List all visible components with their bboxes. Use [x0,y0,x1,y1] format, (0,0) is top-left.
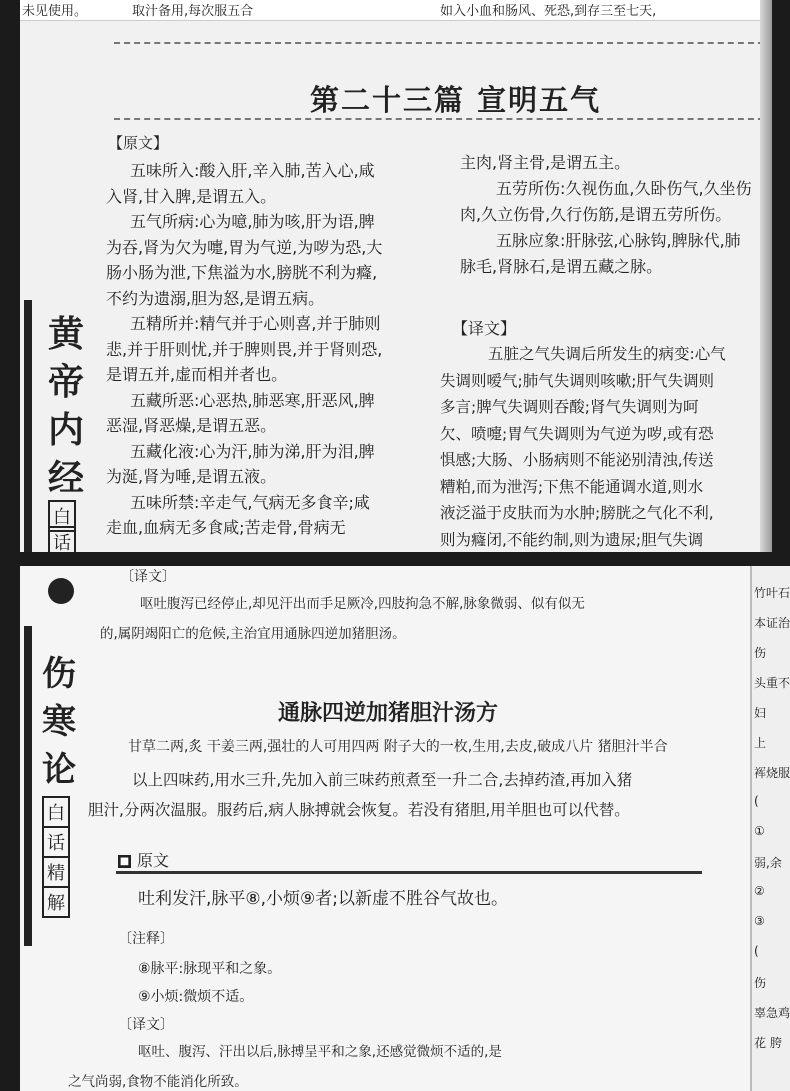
translation-label-top: 〔译文〕 [120,569,176,585]
text-line: 则为癃闭,不能约制,则为遗尿;胆气失调 [440,530,704,549]
margin-fragment: 上 [754,736,767,750]
text-line: 胆汁,分两次温服。服药后,病人脉搏就会恢复。若没有猪胆,用羊胆也可以代替。 [88,801,630,819]
note-8: ⑧脉平:脉现平和之象。 [138,961,282,977]
margin-fragment: 伤 [754,976,767,990]
side-subtitle-char-4: 解 [42,886,70,918]
text-line: 不约为遗溺,胆为怒,是谓五病。 [106,288,325,308]
margin-fragment: 裈烧服 [754,766,790,780]
side-subtitle-char-2: 话 [42,826,70,858]
text-line: 五味所入:酸入肝,辛入肺,苦入心,咸 [130,161,375,180]
side-title-char-3: 内 [48,410,85,451]
margin-fragment: 本证治 [754,616,790,630]
notes-label: 〔注释〕 [118,931,174,947]
text-line: 脉毛,肾脉石,是谓五藏之脉。 [460,257,663,276]
side-title-char-2: 帝 [48,362,85,403]
bottom-book-page [20,566,790,1091]
original-label: 原文 [137,851,170,870]
side-subtitle-char-1: 白 [42,796,70,828]
text-line: 为涎,肾为唾,是谓五液。 [106,467,277,486]
text-line: 失调则嗳气;肺气失调则咳嗽;肝气失调则 [440,371,714,390]
title-dashed-rule [114,118,764,120]
original-label: 【原文】 [108,134,169,152]
side-subtitle-char-3: 精 [42,856,70,888]
book-spine-shadow [760,0,772,552]
text-line: 的,属阴竭阳亡的危候,主治宜用通脉四逆加猪胆汤。 [100,626,406,642]
translation-label: 【译文】 [452,319,517,338]
formula-title: 通脉四逆加猪胆汁汤方 [278,701,499,726]
text-line: 惧感;大肠、小肠病则不能泌别清浊,传送 [440,451,714,469]
margin-fragment: 花 胯 [754,1036,782,1050]
header-dashed-rule [114,42,764,44]
side-title-char-1: 伤 [42,654,76,694]
text-line: 为吞,肾为欠为嚏,胃为气逆,为哕为恐,大 [106,237,383,257]
side-title-char-2: 寒 [42,702,76,742]
text-line: 五脉应象:肝脉弦,心脉钩,脾脉代,肺 [496,231,741,250]
book-side-title [20,566,96,966]
text-line: 以上四味药,用水三升,先加入前三味药煎煮至一升二合,去掉药渣,再加入猪 [132,771,633,789]
text-line: 五精所并:精气并于心则喜,并于肺则 [130,314,381,333]
margin-fragment: 伤 [754,646,767,660]
side-title-char-3: 论 [42,750,76,790]
text-line: 糟粕,而为泄泻;下焦不能通调水道,则水 [440,477,704,496]
text-line: 主肉,肾主骨,是谓五主。 [460,153,631,172]
margin-fragment: ( [754,794,759,808]
strip-right-text: 如入小血和肠风、死恐,到存三至七天, [440,4,657,19]
text-line: 五脏之气失调后所发生的病变:心气 [488,345,726,363]
text-line: 肉,久立伤骨,久行伤筋,是谓五劳所伤。 [460,205,732,224]
original-header [118,848,169,871]
previous-page-strip [20,0,772,21]
side-title-bar [24,300,32,552]
text-line: 是谓五并,虚而相并者也。 [106,365,288,384]
margin-fragment: 弱,余 [754,856,782,870]
text-line: 五藏化液:心为汗,肺为涕,肝为泪,脾 [130,441,375,461]
text-line: 悲,并于肝则忧,并于脾则畏,并于肾则恐, [106,339,383,359]
text-line: 恶湿,肾恶燥,是谓五恶。 [106,416,277,435]
strip-mid-text: 取汁备用,每次服五合 [132,4,254,19]
text-line: 五劳所伤:久视伤血,久卧伤气,久坐伤 [496,179,752,198]
margin-fragment: 妇 [754,706,767,720]
text-line: 液泛溢于皮肤而为水肿;膀胱之气化不利, [440,504,714,522]
formula-ingredients: 甘草二两,炙 干姜三两,强壮的人可用四两 附子大的一枚,生用,去皮,破成八片 猪胆汁半合 [128,739,668,755]
margin-fragment: ( [754,944,759,958]
text-line: 多言;脾气失调则吞酸;肾气失调则为呵 [440,398,699,416]
note-9: ⑨小烦:微烦不适。 [138,989,254,1005]
side-subtitle-char-1: 白 [48,500,76,532]
margin-fragment: 竹叶石 [754,586,790,600]
text-line: 呕吐腹泻已经停止,却见汗出而手足厥冷,四肢拘急不解,脉象微弱、似有似无 [140,596,585,612]
ornament-icon [48,578,74,604]
margin-fragment: 辜急鸡 [754,1006,790,1020]
translation-label: 〔译文〕 [118,1017,174,1033]
side-title-char-1: 黄 [48,314,85,355]
side-subtitle-char-2: 话 [48,526,76,552]
text-line: 欠、喷嚏;胃气失调则为气逆为哕,或有恐 [440,424,714,443]
side-title-bar [24,626,32,946]
text-line: 走血,血病无多食咸;苦走骨,骨病无 [106,518,346,537]
text-line: 入肾,甘入脾,是谓五入。 [106,186,277,206]
margin-fragment: ① [754,824,765,838]
next-page-margin [750,566,790,1091]
text-line: 五藏所恶:心恶热,肺恶寒,肝恶风,脾 [130,390,375,410]
margin-fragment: ③ [754,914,765,928]
text-line: 五气所病:心为噫,肺为咳,肝为语,脾 [130,212,375,231]
original-header-icon: ■ [119,856,130,867]
book-side-title [20,290,92,552]
margin-fragment: ② [754,884,765,898]
side-title-char-4: 经 [48,458,85,499]
top-book-page [20,0,772,552]
text-line: 呕吐、腹泻、汗出以后,脉搏呈平和之象,还感觉微烦不适的,是 [138,1044,502,1060]
text-line: 之气尚弱,食物不能消化所致。 [68,1074,248,1090]
text-line: 五味所禁:辛走气,气病无多食辛;咸 [130,492,370,512]
text-line: 肠小肠为泄,下焦溢为水,膀胱不利为癃, [106,263,378,282]
original-text: 吐利发汗,脉平⑧,小烦⑨者;以新虚不胜谷气故也。 [138,889,509,909]
original-rule [116,871,702,874]
margin-fragment: 头重不 [754,676,790,690]
strip-left-text: 未见使用。 [22,4,88,19]
chapter-title: 第二十三篇 宣明五气 [310,83,602,117]
